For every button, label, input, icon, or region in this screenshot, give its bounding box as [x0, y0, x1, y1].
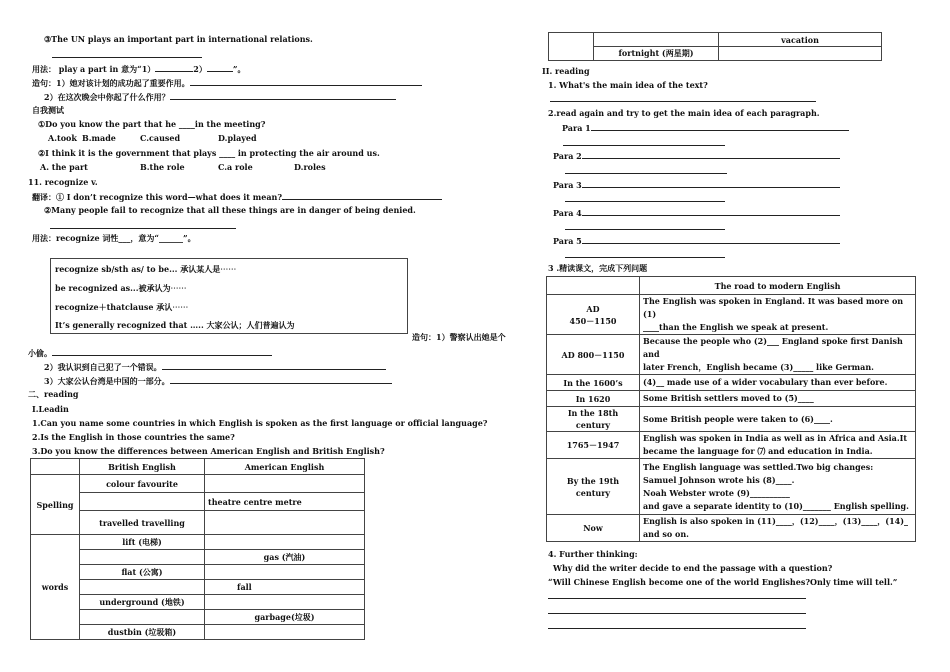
- vacation-table: [548, 32, 882, 61]
- table-cell: vacation: [719, 33, 882, 47]
- option: D.played: [218, 133, 257, 143]
- table-row: [547, 391, 916, 407]
- text-line: Para 3: [553, 179, 840, 191]
- text-line: 用法： play a part in 意为“1） 2） ”。: [32, 64, 246, 74]
- table-cell: gas (汽油): [205, 550, 365, 565]
- period-cell: By the 19th century: [547, 459, 640, 515]
- period-cell: Now: [547, 515, 640, 542]
- answer-line: [52, 57, 202, 58]
- table-row: [547, 459, 916, 515]
- content-cell: English was spoken in India as well as in Africa and Asia.It became the language for ⑺ and education in India.: [640, 432, 916, 459]
- answer-line: [563, 145, 725, 146]
- usage-item: recognize＋thatclause 承认⋯⋯: [55, 302, 189, 312]
- answer-line: [565, 173, 727, 174]
- content-cell: Some British settlers moved to (5)____: [640, 391, 916, 407]
- option: B.the role: [140, 162, 185, 172]
- text-line: 用法：recognize 词性___，意为“______”。: [32, 233, 196, 243]
- question: 1. What's the main idea of the text?: [548, 80, 708, 90]
- answer-line: [548, 628, 806, 629]
- table-row: [547, 432, 916, 459]
- text-line: Para 2: [553, 150, 840, 162]
- answer-line: [550, 101, 816, 102]
- table-cell: flat (公寓): [80, 565, 205, 580]
- question: 2.Is the English in those countries the same?: [32, 432, 235, 442]
- text-line: 2）我认识到自己犯了一个错误。: [44, 361, 386, 373]
- section-heading: II. reading: [542, 66, 590, 76]
- table-row: [547, 295, 916, 335]
- question: ②I think it is the government that plays ____ in protecting the air around us.: [38, 148, 380, 158]
- period-cell: 1765－1947: [547, 432, 640, 459]
- section-heading: 二、reading: [28, 389, 79, 399]
- answer-line: [565, 257, 725, 258]
- section-heading: I.Leadin: [32, 404, 69, 414]
- usage-box: [50, 258, 408, 334]
- option: D.roles: [294, 162, 326, 172]
- table-cell: lift (电梯): [80, 535, 205, 550]
- table-cell: theatre centre metre: [205, 493, 365, 511]
- text-line: Para 4: [553, 207, 840, 219]
- row-label: words: [31, 535, 80, 640]
- text-line: Para 5: [553, 235, 840, 247]
- table-header: American English: [205, 459, 365, 475]
- text-line: 造句：1）她对该计划的成功起了重要作用。: [32, 77, 422, 89]
- question: “Will Chinese English become one of the world Englishes?Only time will tell.”: [548, 577, 898, 587]
- answer-line: [565, 229, 725, 230]
- option: C.caused: [140, 133, 181, 143]
- row-label: Spelling: [31, 475, 80, 535]
- period-cell: AD 800－1150: [547, 335, 640, 375]
- table-cell: underground (地铁): [80, 595, 205, 610]
- option: B.made: [82, 133, 116, 143]
- table-header: The road to modern English: [640, 277, 916, 295]
- table-cell: travelled travelling: [80, 511, 205, 535]
- text-line: ③The UN plays an important part in international relations.: [44, 34, 313, 44]
- period-cell: AD 450－1150: [547, 295, 640, 335]
- text-line: 3）大家公认台湾是中国的一部分。: [44, 375, 392, 387]
- usage-item: recognize sb/sth as/ to be... 承认某人是⋯⋯: [55, 264, 237, 274]
- content-cell: Because the people who (2)___ England spoke first Danish and later French，English became (3)_____ like German.: [640, 335, 916, 375]
- text-line: Para 1: [562, 122, 849, 134]
- table-row: [547, 375, 916, 391]
- answer-line: [565, 201, 725, 202]
- period-cell: In 1620: [547, 391, 640, 407]
- table-cell: fortnight (两星期): [594, 47, 719, 61]
- question: 3 .精读课文，完成下列问题: [548, 263, 648, 273]
- text-line: 翻译：① I don’t recognize this word—what does it mean?: [32, 191, 442, 203]
- question: ①Do you know the part that he ____in the meeting?: [38, 119, 266, 129]
- content-cell: The English was spoken in England. It was based more on (1) ____than the English we speak at present.: [640, 295, 916, 335]
- content-cell: (4)__ made use of a wider vocabulary than ever before.: [640, 375, 916, 391]
- question: Why did the writer decide to end the passage with a question?: [553, 563, 833, 573]
- table-cell: garbage(垃圾): [205, 610, 365, 625]
- road-to-english-table: [546, 276, 916, 542]
- usage-item: be recognized as...被承认为⋯⋯: [55, 283, 187, 293]
- content-cell: Some British people were taken to (6)____.: [640, 407, 916, 432]
- text-line: 自我测试: [32, 105, 64, 115]
- table-cell: fall: [205, 580, 365, 595]
- content-cell: The English language was settled.Two big changes: Samuel Johnson wrote his (8)____. Noah Webster wrote (9)__________ and gave a separate identity to (10)_______ English spelling.: [640, 459, 916, 515]
- option: C.a role: [218, 162, 253, 172]
- option: A. the part: [40, 162, 88, 172]
- text-line: 造句：1）警察认出她是个: [412, 332, 506, 342]
- option: A.took: [48, 133, 77, 143]
- table-header: British English: [80, 459, 205, 475]
- question: 3.Do you know the differences between American English and British English?: [32, 446, 385, 456]
- english-compare-table: [30, 458, 365, 640]
- text-line: 2）在这次晚会中你起了什么作用？: [44, 91, 396, 103]
- answer-line: [548, 613, 806, 614]
- section-heading: 11. recognize v.: [28, 177, 98, 187]
- content-cell: English is also spoken in (11)____，(12)____，(13)____，(14)_ and so on.: [640, 515, 916, 542]
- question: 4. Further thinking:: [548, 549, 638, 559]
- answer-line: [50, 228, 236, 229]
- table-cell: colour favourite: [80, 475, 205, 493]
- table-row: [547, 335, 916, 375]
- question: 2.read again and try to get the main idea of each paragraph.: [548, 108, 820, 118]
- period-cell: In the 18th century: [547, 407, 640, 432]
- table-row: [547, 407, 916, 432]
- usage-item: It’s generally recognized that ….. 大家公认；人们普遍认为: [55, 320, 295, 330]
- table-cell: dustbin (垃圾箱): [80, 625, 205, 640]
- question: 1.Can you name some countries in which English is spoken as the first language or official language?: [32, 418, 488, 428]
- answer-line: [548, 598, 806, 599]
- period-cell: In the 1600’s: [547, 375, 640, 391]
- text-line: 小偷。: [28, 347, 272, 359]
- text-line: ②Many people fail to recognize that all these things are in danger of being denied.: [44, 205, 416, 215]
- table-row: [547, 515, 916, 542]
